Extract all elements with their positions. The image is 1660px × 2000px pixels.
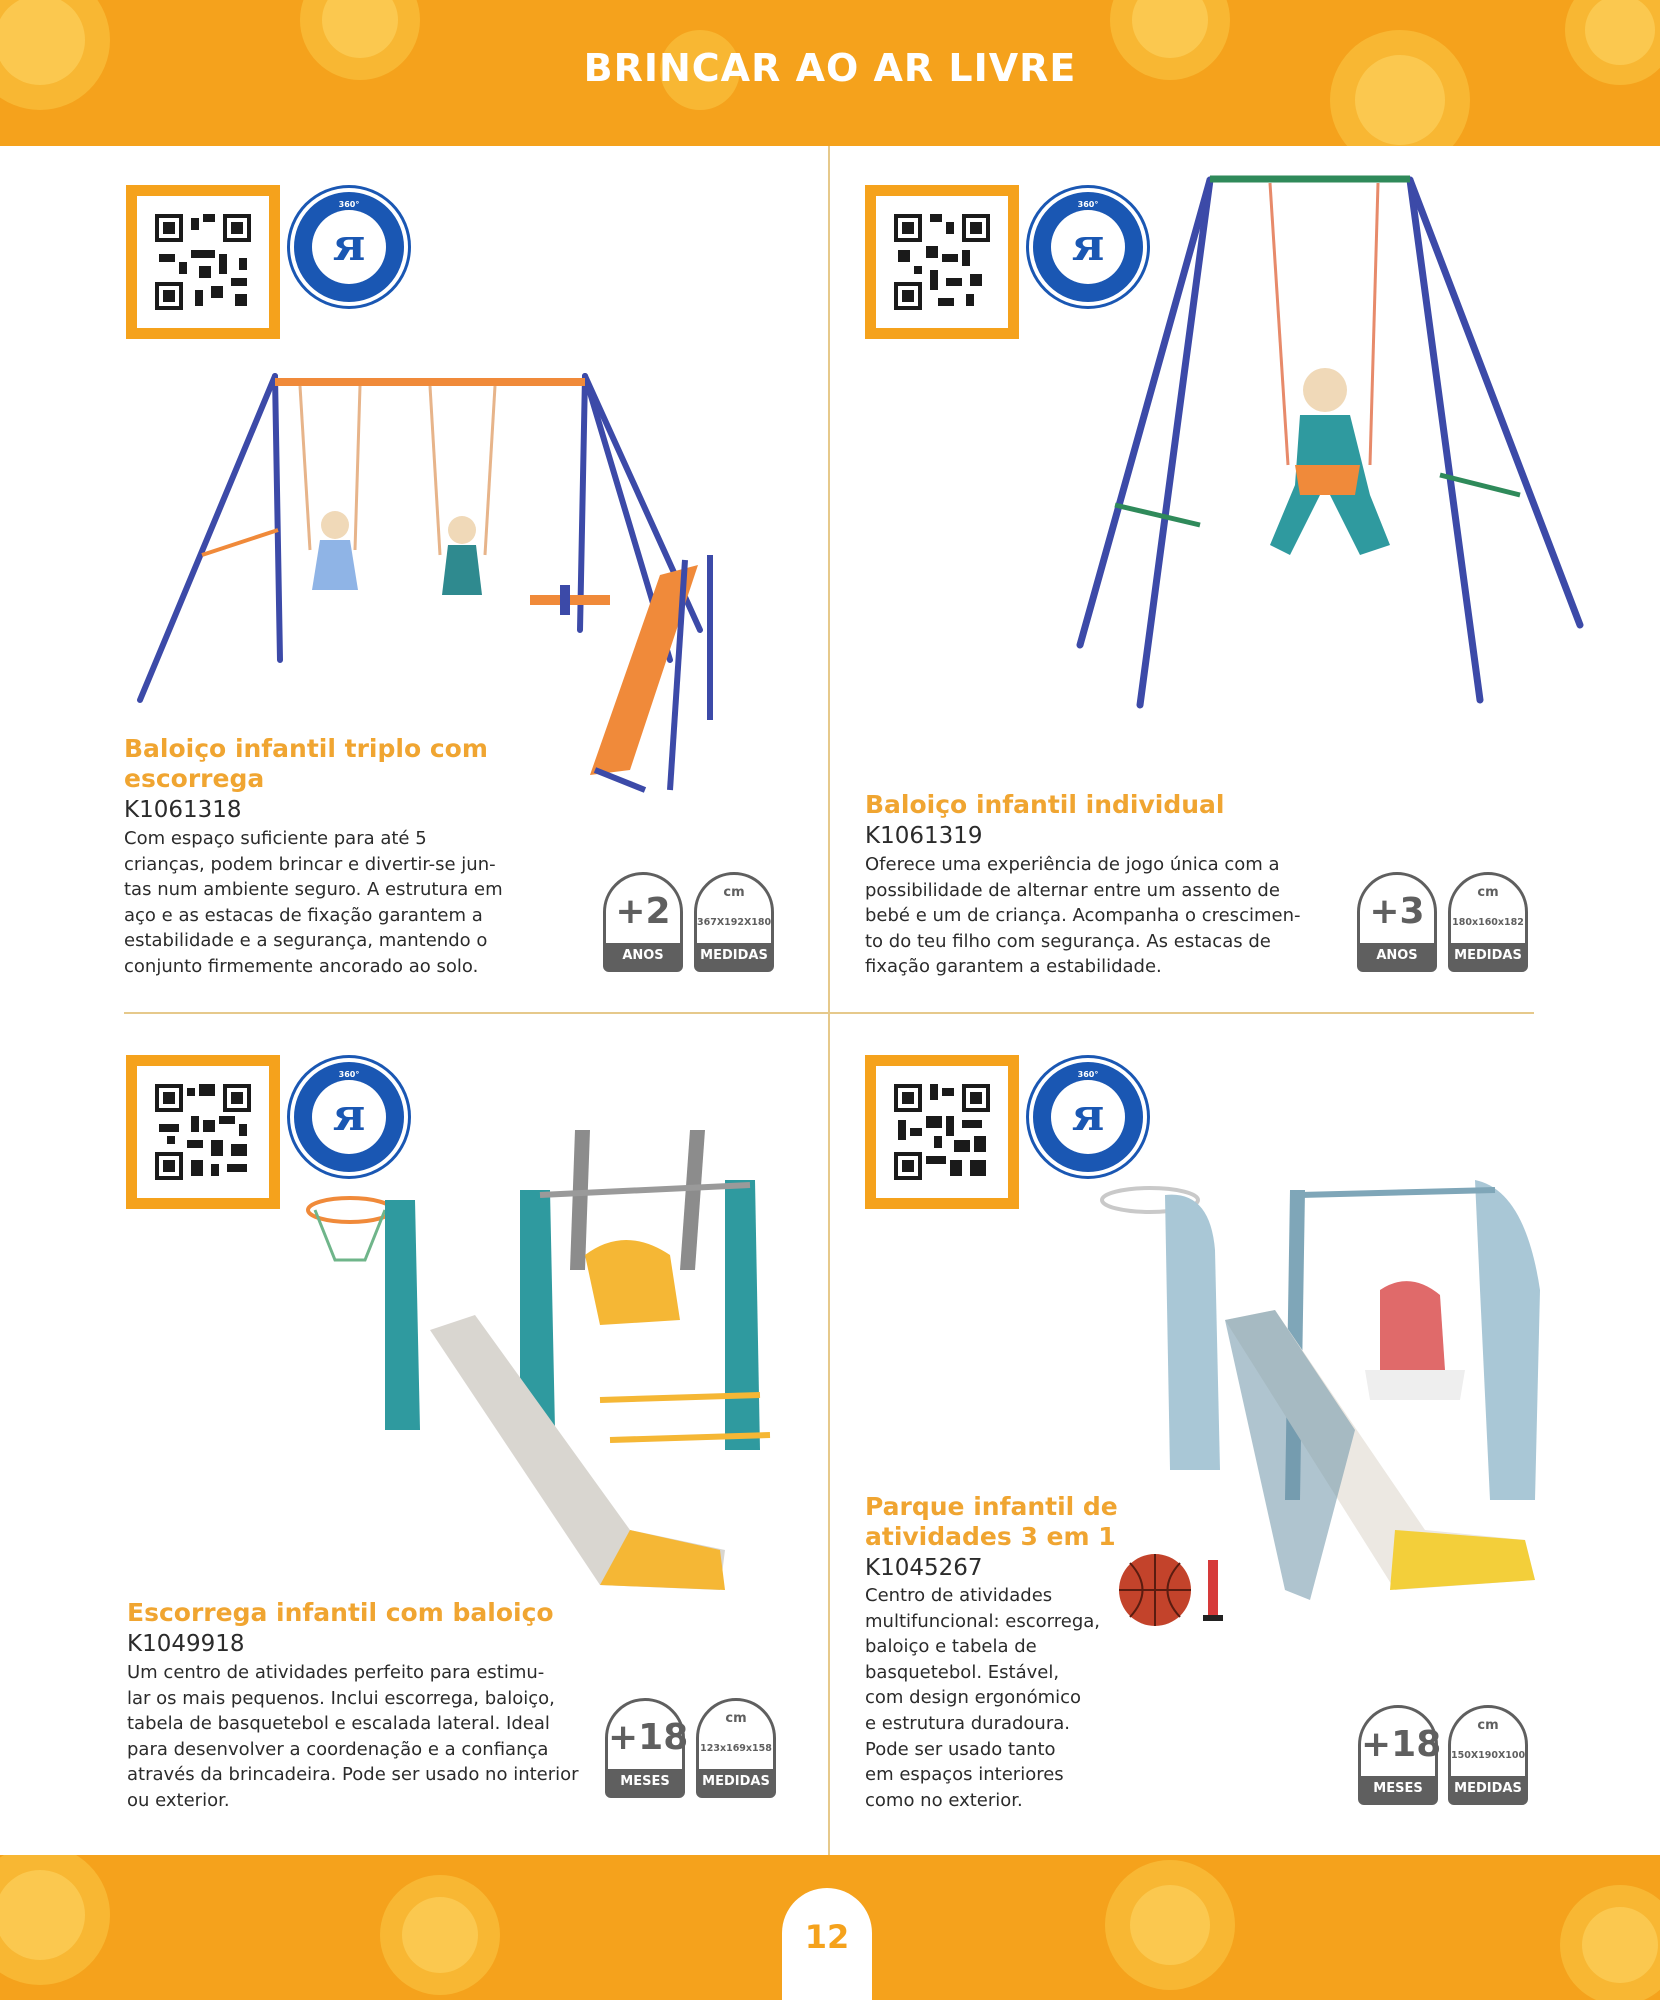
toys-r-us-360-badge-icon[interactable]: 360° я bbox=[290, 188, 408, 306]
product-description: Oferece uma experiência de jogo única com a possibilidade de alternar entre um assento de bebé e um de criança. Acompanha o crescimen- to do teu filho com segurança. As estacas de fixação garantem a estabilidade. bbox=[865, 854, 1301, 978]
product-title: Baloiço infantil triplo com bbox=[124, 734, 488, 763]
column-divider bbox=[828, 146, 830, 1855]
product-title: Baloiço infantil individual bbox=[865, 790, 1225, 819]
product-description: Um centro de atividades perfeito para estimu- lar os mais pequenos. Inclui escorrega, baloiço, tabela de basquetebol e escalada lateral. Ideal para desenvolver a coordenação e a confiança através da brincadeira. Pode ser usado no interior ou exterior. bbox=[127, 1662, 579, 1811]
toys-r-us-360-badge-icon[interactable]: 360° я bbox=[1029, 188, 1147, 306]
page-number: 12 bbox=[804, 1918, 850, 1956]
product-description: Centro de atividades multifuncional: escorrega, baloiço e tabela de basquetebol. Estável, com design ergonómico e estrutura duradoura. Pode ser usado tanto em espaços interiores como no exterior. bbox=[865, 1585, 1100, 1811]
qr-code-icon[interactable] bbox=[865, 185, 1019, 339]
qr-code-icon[interactable] bbox=[126, 1055, 280, 1209]
age-tag: +18 MESES bbox=[605, 1698, 685, 1798]
product-sku: K1045267 bbox=[865, 1555, 983, 1581]
age-tag: +3 ANOS bbox=[1357, 872, 1437, 972]
page-title: BRINCAR AO AR LIVRE bbox=[583, 46, 1077, 90]
age-tag: +18 MESES bbox=[1358, 1705, 1438, 1805]
product-title: Parque infantil de bbox=[865, 1492, 1118, 1521]
product-description: Com espaço suficiente para até 5 crianças, podem brincar e divertir-se jun- tas num ambiente seguro. A estrutura em aço e as estacas de fixação garantem a estabilidade e a segurança, mantendo o conjunto firmemente ancorado ao solo. bbox=[124, 828, 503, 977]
size-tag: cm 150X190X100 MEDIDAS bbox=[1448, 1705, 1528, 1805]
basketball-and-pump-image bbox=[1115, 1545, 1230, 1635]
product-title-line2: escorrega bbox=[124, 764, 265, 793]
row-divider bbox=[124, 1012, 1534, 1014]
age-tag: +2 ANOS bbox=[603, 872, 683, 972]
size-tag: cm 180x160x182 MEDIDAS bbox=[1448, 872, 1528, 972]
slide-with-swing-image bbox=[300, 1110, 810, 1610]
size-tag: cm 367X192X180 MEDIDAS bbox=[694, 872, 774, 972]
toys-r-us-360-badge-icon[interactable]: 360° я bbox=[1029, 1058, 1147, 1176]
qr-code-icon[interactable] bbox=[126, 185, 280, 339]
product-sku: K1061319 bbox=[865, 823, 983, 849]
size-tag: cm 123x169x158 MEDIDAS bbox=[696, 1698, 776, 1798]
product-title-line2: atividades 3 em 1 bbox=[865, 1522, 1116, 1551]
toys-r-us-360-badge-icon[interactable]: 360° я bbox=[290, 1058, 408, 1176]
qr-code-icon[interactable] bbox=[865, 1055, 1019, 1209]
product-sku: K1049918 bbox=[127, 1631, 245, 1657]
header-band bbox=[0, 0, 1660, 146]
product-title: Escorrega infantil com baloiço bbox=[127, 1598, 554, 1627]
product-sku: K1061318 bbox=[124, 797, 242, 823]
single-swing-image bbox=[1060, 165, 1600, 725]
